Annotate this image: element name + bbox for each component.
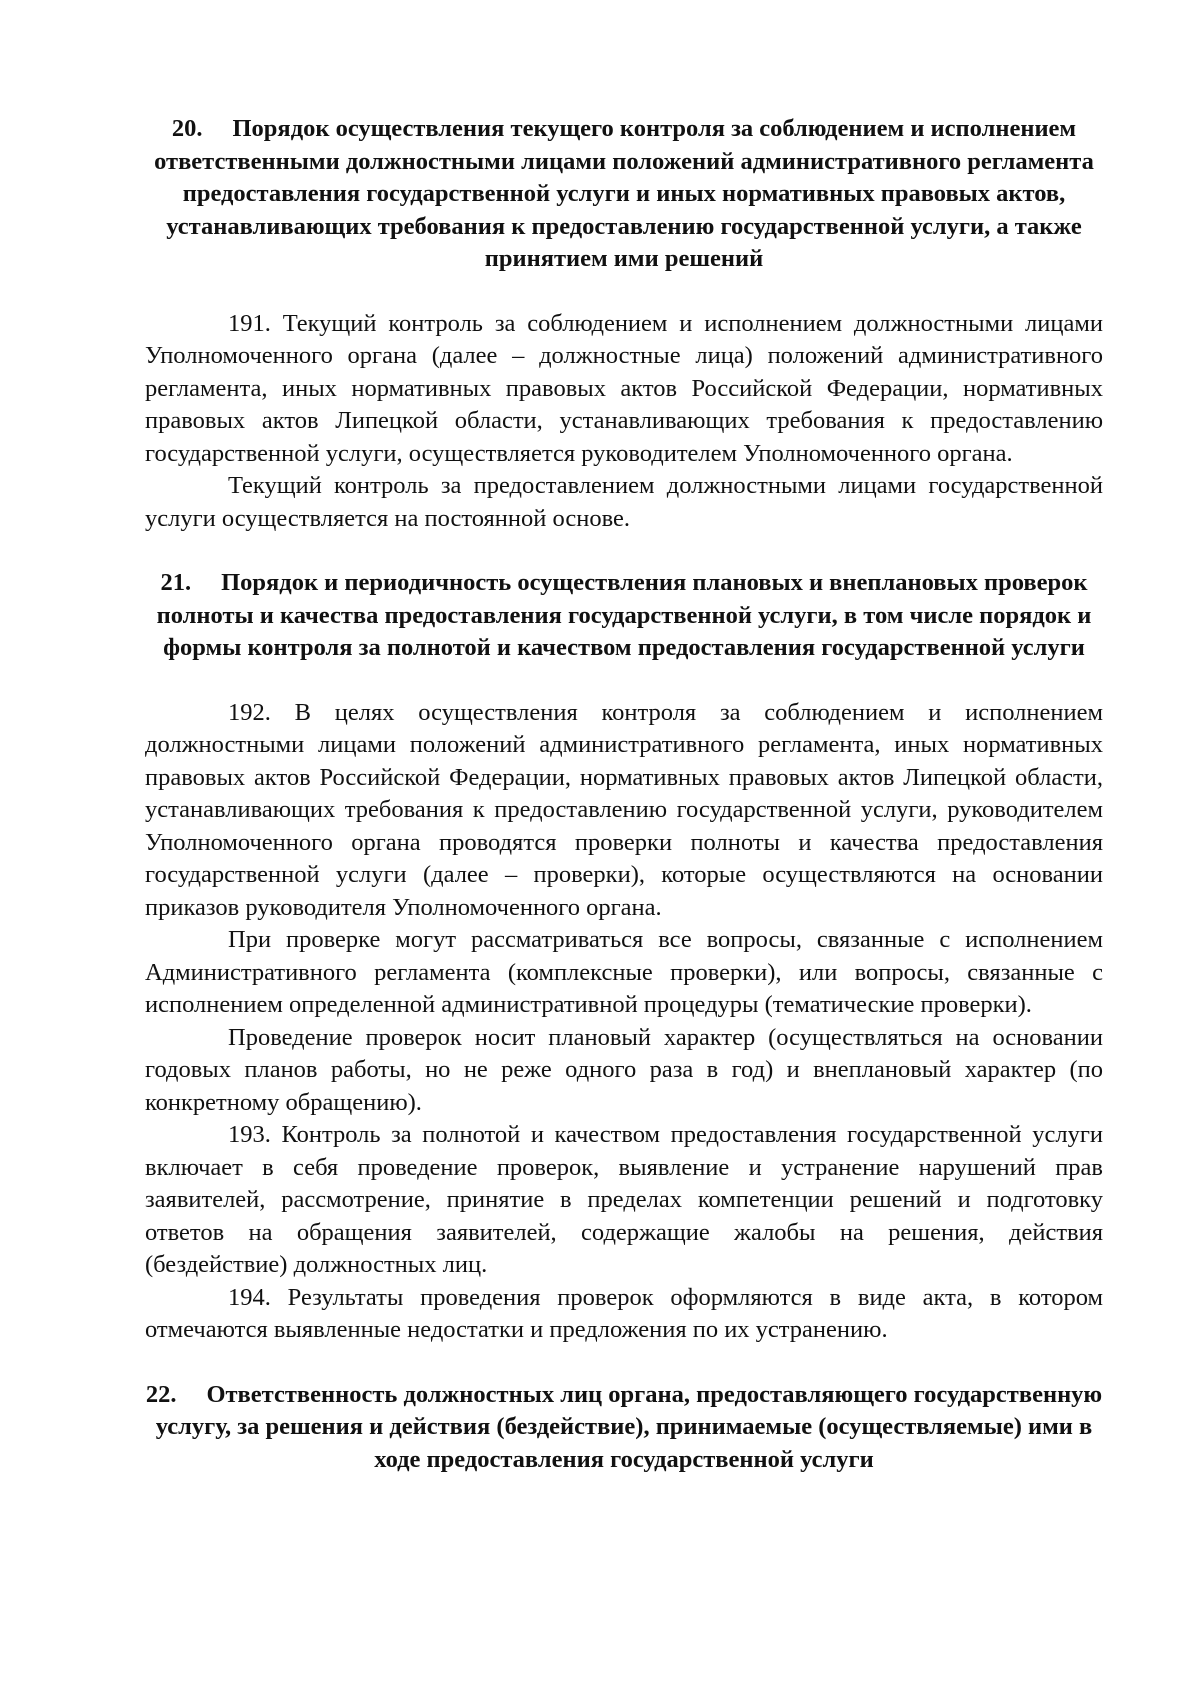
section-22-heading: [145, 1379, 1103, 1477]
paragraph-193: 193. Контроль за полнотой и качеством предоставления государственной услуги включает в себя проведение проверок, выявление и устранение нарушений прав заявителей, рассмотрение, принятие в пределах компетенции решений и подготовку ответов на обращения заявителей, содержащие жалобы на решения, действия (бездействие) должностных лиц.: [145, 1121, 1103, 1278]
section-21: [145, 567, 1103, 1347]
paragraph-192-inspection-type: Проведение проверок носит плановый характер (осуществляться на основании годовых планов работы, но не реже одного раза в год) и внеплановый характер (по конкретному обращению).: [145, 1023, 1103, 1116]
section-21-heading: [145, 567, 1103, 665]
section-22: [145, 1379, 1103, 1477]
paragraph-192: 192. В целях осуществления контроля за соблюдением и исполнением должностными лицами положений административного регламента, иных нормативных правовых актов Российской Федерации, нормативных правовых актов Липецкой области, устанавливающих требования к предоставлению государственной услуги, руководителем Уполномоченного органа проводятся проверки полноты и качества предоставления государственной услуги (далее – проверки), которые осуществляются на основании приказов руководителя Уполномоченного органа.: [145, 698, 1103, 921]
paragraph-194: 194. Результаты проведения проверок оформляются в виде акта, в котором отмечаются выявленные недостатки и предложения по их устранению.: [145, 1283, 1103, 1343]
paragraph-191-continued: Текущий контроль за предоставлением должностными лицами государственной услуги осуществляется на постоянной основе.: [145, 472, 1103, 532]
section-20: [145, 113, 1103, 535]
paragraph-191: 191. Текущий контроль за соблюдением и исполнением должностными лицами Уполномоченного органа (далее – должностные лица) положений административного регламента, иных нормативных правовых актов Российской Федерации, нормативных правовых актов Липецкой области, устанавливающих требования к предоставлению государственной услуги, осуществляется руководителем Уполномоченного органа.: [145, 309, 1103, 467]
section-20-heading: [145, 113, 1103, 276]
paragraph-192-inspection-scope: При проверке могут рассматриваться все вопросы, связанные с исполнением Административного регламента (комплексные проверки), или вопросы, связанные с исполнением определенной административной процедуры (тематические проверки).: [145, 926, 1103, 1018]
section-22-title: Ответственность должностных лиц органа, предоставляющего государственную услугу, за решения и действия (бездействие), принимаемые (осуществляемые) ими в ходе предоставления государственной услуги: [155, 1380, 1103, 1473]
section-21-number: 21.: [160, 569, 192, 596]
section-20-number: 20.: [171, 115, 203, 142]
section-20-title: Порядок осуществления текущего контроля за соблюдением и исполнением ответственными должностными лицами положений административного регламента предоставления государственной услуги и иных нормативных правовых актов, устанавливающих требования к предоставлению государственной услуги, а также принятием ими решений: [154, 115, 1094, 272]
section-22-number: 22.: [145, 1380, 177, 1408]
section-21-title: Порядок и периодичность осуществления плановых и внеплановых проверок полноты и качества предоставления государственной услуги, в том числе порядок и формы контроля за полнотой и качеством предоставления государственной услуги: [156, 569, 1092, 661]
